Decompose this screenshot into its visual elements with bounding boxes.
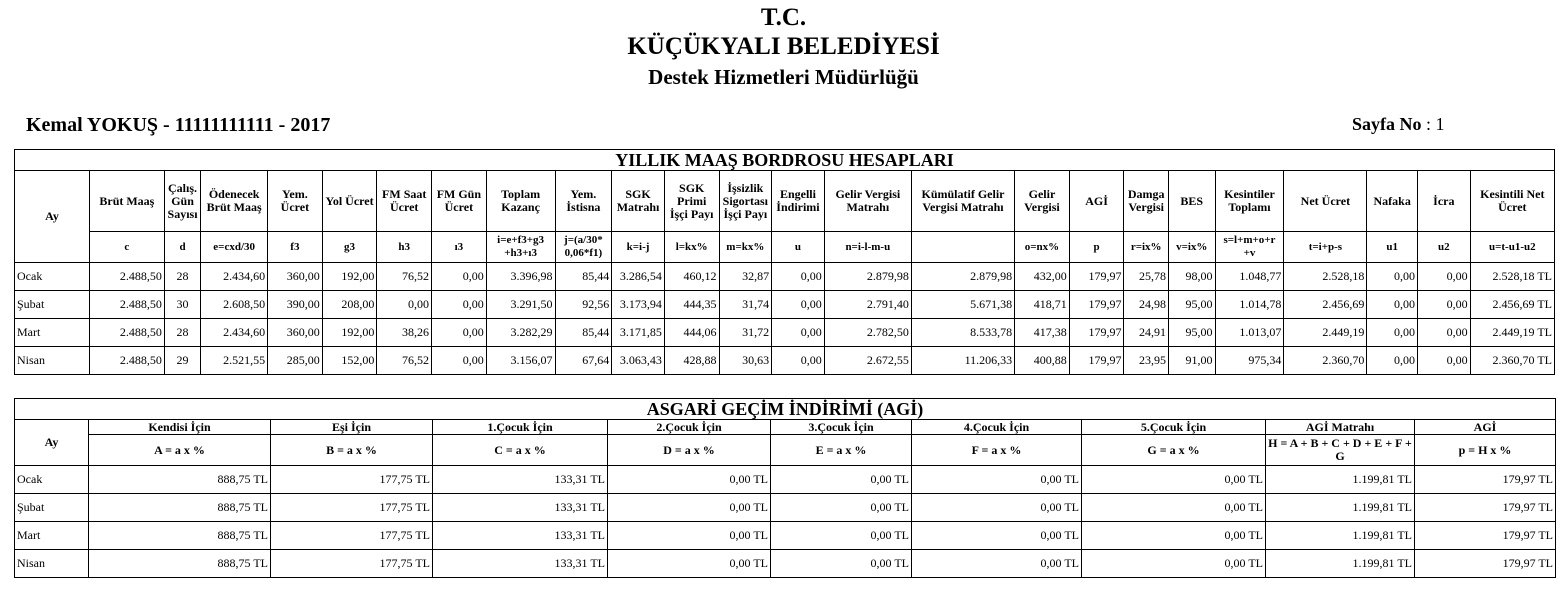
- payroll-col-header: SGK Primi İşçi Payı: [664, 171, 719, 232]
- payroll-cell: 98,00: [1168, 263, 1215, 291]
- payroll-cell: 76,52: [377, 263, 432, 291]
- agi-cell: 0,00 TL: [1082, 522, 1266, 550]
- payroll-cell: 400,88: [1015, 347, 1070, 375]
- header-department: Destek Hizmetleri Müdürlüğü: [648, 65, 919, 89]
- page-label: Sayfa No: [1352, 114, 1422, 134]
- payroll-cell: Nisan: [15, 347, 90, 375]
- payroll-cell: 417,38: [1015, 319, 1070, 347]
- agi-col-header: AGİ Matrahı: [1266, 420, 1415, 435]
- payroll-cell: 152,00: [322, 347, 377, 375]
- payroll-cell: 0,00: [1367, 291, 1418, 319]
- payroll-title: YILLIK MAAŞ BORDROSU HESAPLARI: [15, 150, 1555, 171]
- payroll-cell: 179,97: [1069, 263, 1124, 291]
- payroll-cell: 3.396,98: [486, 263, 555, 291]
- payroll-table: [14, 149, 1555, 375]
- agi-cell: 133,31 TL: [433, 466, 608, 494]
- payroll-cell: 1.013,07: [1215, 319, 1284, 347]
- payroll-col-header: FM Gün Ücret: [432, 171, 487, 232]
- payroll-cell: 460,12: [664, 263, 719, 291]
- payroll-cell: 192,00: [322, 263, 377, 291]
- payroll-cell: 85,44: [555, 319, 612, 347]
- agi-col-header: Kendisi İçin: [89, 420, 271, 435]
- payroll-cell: 2.488,50: [89, 319, 164, 347]
- payroll-cell: 28: [164, 319, 200, 347]
- payroll-cell: 32,87: [719, 263, 772, 291]
- agi-cell: 179,97 TL: [1415, 550, 1556, 578]
- payroll-col-formula: u1: [1367, 232, 1418, 263]
- payroll-col-formula: g3: [322, 232, 377, 263]
- payroll-col-header: Yem. İstisna: [555, 171, 612, 232]
- agi-table: [14, 398, 1556, 578]
- payroll-cell: 30,63: [719, 347, 772, 375]
- agi-col-formula: F = a x %: [912, 435, 1082, 466]
- payroll-cell: 2.456,69 TL: [1470, 291, 1554, 319]
- payroll-cell: 432,00: [1015, 263, 1070, 291]
- payroll-col-header: Brüt Maaş: [89, 171, 164, 232]
- payroll-cell: 31,72: [719, 319, 772, 347]
- payroll-cell: 208,00: [322, 291, 377, 319]
- payroll-cell: 3.282,29: [486, 319, 555, 347]
- payroll-cell: 76,52: [377, 347, 432, 375]
- payroll-cell: 25,78: [1124, 263, 1169, 291]
- agi-cell: 0,00 TL: [771, 494, 912, 522]
- payroll-cell: 0,00: [772, 347, 825, 375]
- payroll-cell: 11.206,33: [911, 347, 1014, 375]
- agi-title: ASGARİ GEÇİM İNDİRİMİ (AGİ): [15, 399, 1556, 420]
- agi-col-formula: p = H x %: [1415, 435, 1556, 466]
- payroll-cell: 0,00: [772, 291, 825, 319]
- payroll-col-header: Çalış. Gün Sayısı: [164, 171, 200, 232]
- payroll-cell: 0,00: [432, 319, 487, 347]
- payroll-col-header: Ay: [15, 171, 90, 263]
- payroll-cell: 2.360,70: [1284, 347, 1367, 375]
- payroll-col-header: Yol Ücret: [322, 171, 377, 232]
- agi-cell: 1.199,81 TL: [1266, 522, 1415, 550]
- payroll-col-formula: p: [1069, 232, 1124, 263]
- agi-cell: 0,00 TL: [912, 494, 1082, 522]
- payroll-cell: 8.533,78: [911, 319, 1014, 347]
- payroll-cell: 3.291,50: [486, 291, 555, 319]
- table-row: [15, 550, 1556, 578]
- payroll-col-formula: f3: [268, 232, 323, 263]
- agi-col-header: 1.Çocuk İçin: [433, 420, 608, 435]
- payroll-cell: 285,00: [268, 347, 323, 375]
- table-row: [15, 466, 1556, 494]
- payroll-col-header: AGİ: [1069, 171, 1124, 232]
- payroll-cell: 95,00: [1168, 319, 1215, 347]
- payroll-cell: 2.434,60: [201, 263, 268, 291]
- payroll-cell: 2.528,18 TL: [1470, 263, 1554, 291]
- agi-cell: 1.199,81 TL: [1266, 494, 1415, 522]
- agi-cell: Şubat: [15, 494, 89, 522]
- payroll-cell: 360,00: [268, 263, 323, 291]
- payroll-cell: 0,00: [1418, 291, 1471, 319]
- payroll-cell: 2.488,50: [89, 291, 164, 319]
- payroll-cell: 28: [164, 263, 200, 291]
- payroll-cell: 30: [164, 291, 200, 319]
- table-row: [15, 263, 1555, 291]
- payroll-cell: 0,00: [1418, 347, 1471, 375]
- payroll-cell: 2.672,55: [824, 347, 911, 375]
- payroll-cell: 975,34: [1215, 347, 1284, 375]
- payroll-cell: 0,00: [432, 263, 487, 291]
- payroll-cell: 179,97: [1069, 347, 1124, 375]
- payroll-cell: 95,00: [1168, 291, 1215, 319]
- payroll-col-header: İşsizlik Sigortası İşçi Payı: [719, 171, 772, 232]
- agi-cell: 0,00 TL: [1082, 494, 1266, 522]
- header-municipality: KÜÇÜKYALI BELEDİYESİ: [627, 33, 940, 60]
- payroll-cell: 2.782,50: [824, 319, 911, 347]
- payroll-col-formula: d: [164, 232, 200, 263]
- payroll-cell: 29: [164, 347, 200, 375]
- payroll-col-header: Gelir Vergisi: [1015, 171, 1070, 232]
- agi-col-formula: C = a x %: [433, 435, 608, 466]
- payroll-col-formula: i=e+f3+g3 +h3+ı3: [486, 232, 555, 263]
- agi-col-header: 3.Çocuk İçin: [771, 420, 912, 435]
- payroll-col-header: Kesintiler Toplamı: [1215, 171, 1284, 232]
- payroll-cell: 360,00: [268, 319, 323, 347]
- payroll-cell: 0,00: [432, 347, 487, 375]
- agi-cell: 133,31 TL: [433, 522, 608, 550]
- payroll-cell: Mart: [15, 319, 90, 347]
- payroll-col-formula: o=nx%: [1015, 232, 1070, 263]
- agi-cell: 133,31 TL: [433, 494, 608, 522]
- payroll-cell: 0,00: [432, 291, 487, 319]
- payroll-cell: 24,91: [1124, 319, 1169, 347]
- agi-col-header: 4.Çocuk İçin: [912, 420, 1082, 435]
- payroll-cell: 3.171,85: [612, 319, 665, 347]
- payroll-cell: 2.879,98: [911, 263, 1014, 291]
- payroll-col-header: Kümülatif Gelir Vergisi Matrahı: [911, 171, 1014, 232]
- payroll-col-header: SGK Matrahı: [612, 171, 665, 232]
- payroll-col-header: Net Ücret: [1284, 171, 1367, 232]
- payroll-cell: 24,98: [1124, 291, 1169, 319]
- agi-cell: 179,97 TL: [1415, 494, 1556, 522]
- payroll-col-formula: e=cxd/30: [201, 232, 268, 263]
- payroll-cell: Şubat: [15, 291, 90, 319]
- payroll-cell: 2.791,40: [824, 291, 911, 319]
- agi-cell: 0,00 TL: [608, 522, 771, 550]
- agi-cell: 1.199,81 TL: [1266, 466, 1415, 494]
- payroll-cell: 1.014,78: [1215, 291, 1284, 319]
- payroll-cell: 2.608,50: [201, 291, 268, 319]
- payroll-col-header: Ödenecek Brüt Maaş: [201, 171, 268, 232]
- agi-cell: 0,00 TL: [912, 550, 1082, 578]
- payroll-cell: 3.156,07: [486, 347, 555, 375]
- payroll-cell: 192,00: [322, 319, 377, 347]
- payroll-cell: 0,00: [1367, 319, 1418, 347]
- agi-cell: Nisan: [15, 550, 89, 578]
- payroll-cell: 2.360,70 TL: [1470, 347, 1554, 375]
- payroll-cell: 179,97: [1069, 319, 1124, 347]
- agi-col-header: 2.Çocuk İçin: [608, 420, 771, 435]
- payroll-cell: 1.048,77: [1215, 263, 1284, 291]
- payroll-col-formula: u: [772, 232, 825, 263]
- payroll-col-formula: k=i-j: [612, 232, 665, 263]
- payroll-col-formula: [911, 232, 1014, 263]
- payroll-col-formula: u=t-u1-u2: [1470, 232, 1554, 263]
- table-row: [15, 522, 1556, 550]
- agi-col-formula: H = A + B + C + D + E + F + G: [1266, 435, 1415, 466]
- agi-col-header: 5.Çocuk İçin: [1082, 420, 1266, 435]
- payroll-col-formula: h3: [377, 232, 432, 263]
- table-row: [15, 494, 1556, 522]
- agi-cell: 0,00 TL: [771, 522, 912, 550]
- payroll-cell: 390,00: [268, 291, 323, 319]
- payroll-col-formula: j=(a/30* 0,06*f1): [555, 232, 612, 263]
- payroll-cell: 0,00: [772, 263, 825, 291]
- payroll-col-formula: s=l+m+o+r +v: [1215, 232, 1284, 263]
- payroll-cell: 23,95: [1124, 347, 1169, 375]
- page-value: : 1: [1426, 114, 1445, 134]
- agi-cell: 177,75 TL: [271, 522, 433, 550]
- payroll-cell: 3.063,43: [612, 347, 665, 375]
- payroll-cell: 38,26: [377, 319, 432, 347]
- payroll-cell: 2.528,18: [1284, 263, 1367, 291]
- payroll-cell: 179,97: [1069, 291, 1124, 319]
- payroll-cell: 444,35: [664, 291, 719, 319]
- payroll-cell: 0,00: [1367, 263, 1418, 291]
- payroll-col-formula: v=ix%: [1168, 232, 1215, 263]
- agi-col-formula: D = a x %: [608, 435, 771, 466]
- payroll-col-header: Gelir Vergisi Matrahı: [824, 171, 911, 232]
- payroll-cell: 91,00: [1168, 347, 1215, 375]
- agi-cell: 179,97 TL: [1415, 466, 1556, 494]
- agi-col-header: Eşi İçin: [271, 420, 433, 435]
- payroll-col-header: İcra: [1418, 171, 1471, 232]
- agi-cell: 0,00 TL: [608, 466, 771, 494]
- payroll-cell: 92,56: [555, 291, 612, 319]
- payroll-col-formula: u2: [1418, 232, 1471, 263]
- payroll-cell: 2.449,19: [1284, 319, 1367, 347]
- payroll-col-formula: m=kx%: [719, 232, 772, 263]
- table-row: [15, 319, 1555, 347]
- agi-cell: 177,75 TL: [271, 466, 433, 494]
- payroll-col-formula: ı3: [432, 232, 487, 263]
- payroll-col-formula: n=i-l-m-u: [824, 232, 911, 263]
- agi-col-formula: E = a x %: [771, 435, 912, 466]
- agi-cell: 0,00 TL: [912, 466, 1082, 494]
- agi-col-ay: Ay: [15, 420, 89, 466]
- agi-cell: 133,31 TL: [433, 550, 608, 578]
- payroll-cell: 31,74: [719, 291, 772, 319]
- agi-cell: Mart: [15, 522, 89, 550]
- agi-cell: 888,75 TL: [89, 466, 271, 494]
- payroll-cell: 0,00: [1418, 263, 1471, 291]
- agi-cell: 177,75 TL: [271, 494, 433, 522]
- agi-cell: 0,00 TL: [912, 522, 1082, 550]
- agi-cell: 0,00 TL: [1082, 550, 1266, 578]
- agi-cell: Ocak: [15, 466, 89, 494]
- payroll-cell: 2.456,69: [1284, 291, 1367, 319]
- payroll-cell: 67,64: [555, 347, 612, 375]
- payroll-col-header: Yem. Ücret: [268, 171, 323, 232]
- payroll-cell: 428,88: [664, 347, 719, 375]
- agi-col-formula: G = a x %: [1082, 435, 1266, 466]
- payroll-cell: 0,00: [377, 291, 432, 319]
- agi-cell: 179,97 TL: [1415, 522, 1556, 550]
- payroll-cell: Ocak: [15, 263, 90, 291]
- payroll-col-header: Toplam Kazanç: [486, 171, 555, 232]
- payroll-cell: 85,44: [555, 263, 612, 291]
- agi-cell: 888,75 TL: [89, 550, 271, 578]
- agi-cell: 0,00 TL: [771, 466, 912, 494]
- agi-cell: 888,75 TL: [89, 494, 271, 522]
- agi-cell: 0,00 TL: [771, 550, 912, 578]
- payroll-cell: 0,00: [1367, 347, 1418, 375]
- agi-cell: 888,75 TL: [89, 522, 271, 550]
- payroll-cell: 2.434,60: [201, 319, 268, 347]
- payroll-cell: 2.521,55: [201, 347, 268, 375]
- payroll-cell: 0,00: [1418, 319, 1471, 347]
- employee-title: Kemal YOKUŞ - 11111111111 - 2017: [26, 114, 331, 136]
- payroll-col-header: BES: [1168, 171, 1215, 232]
- payroll-cell: 0,00: [772, 319, 825, 347]
- agi-col-formula: B = a x %: [271, 435, 433, 466]
- header-tc: T.C.: [760, 4, 807, 31]
- payroll-col-header: Engelli İndirimi: [772, 171, 825, 232]
- agi-cell: 177,75 TL: [271, 550, 433, 578]
- payroll-col-header: Nafaka: [1367, 171, 1418, 232]
- page-number: [1352, 114, 1445, 135]
- agi-cell: 0,00 TL: [1082, 466, 1266, 494]
- payroll-cell: 2.488,50: [89, 347, 164, 375]
- payroll-col-header: FM Saat Ücret: [377, 171, 432, 232]
- payroll-col-formula: t=i+p-s: [1284, 232, 1367, 263]
- payroll-col-formula: c: [89, 232, 164, 263]
- payroll-cell: 3.173,94: [612, 291, 665, 319]
- agi-cell: 0,00 TL: [608, 494, 771, 522]
- payroll-col-header: Damga Vergisi: [1124, 171, 1169, 232]
- payroll-col-formula: l=kx%: [664, 232, 719, 263]
- agi-cell: 1.199,81 TL: [1266, 550, 1415, 578]
- payroll-cell: 3.286,54: [612, 263, 665, 291]
- payroll-cell: 444,06: [664, 319, 719, 347]
- payroll-cell: 418,71: [1015, 291, 1070, 319]
- payroll-cell: 2.488,50: [89, 263, 164, 291]
- payroll-cell: 2.449,19 TL: [1470, 319, 1554, 347]
- payroll-col-formula: r=ix%: [1124, 232, 1169, 263]
- table-row: [15, 347, 1555, 375]
- table-row: [15, 291, 1555, 319]
- agi-col-formula: A = a x %: [89, 435, 271, 466]
- payroll-cell: 2.879,98: [824, 263, 911, 291]
- payroll-col-header: Kesintili Net Ücret: [1470, 171, 1554, 232]
- agi-cell: 0,00 TL: [608, 550, 771, 578]
- payroll-cell: 5.671,38: [911, 291, 1014, 319]
- agi-col-header: AGİ: [1415, 420, 1556, 435]
